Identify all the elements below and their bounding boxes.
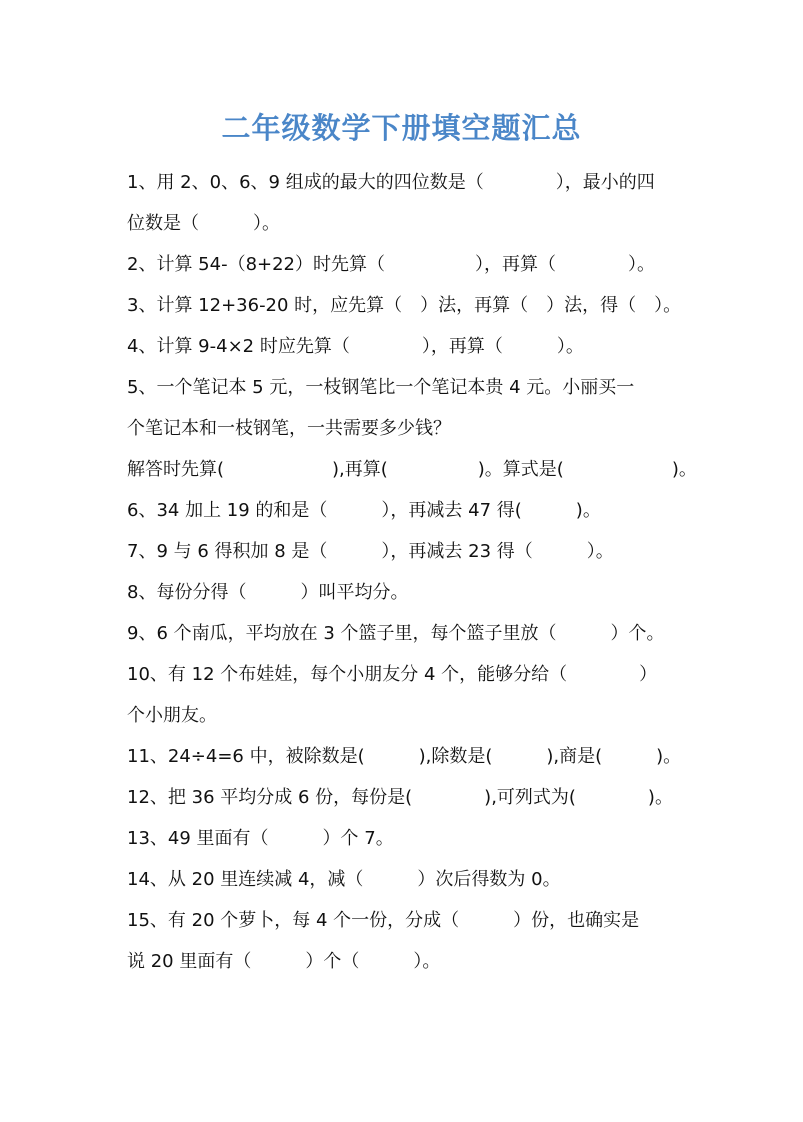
question-line: 位数是（ ）。 bbox=[127, 213, 280, 234]
question-line: 4、计算 9-4×2 时应先算（ ），再算（ ）。 bbox=[127, 336, 584, 357]
question-line: 说 20 里面有（ ）个（ ）。 bbox=[127, 951, 441, 972]
question-line: 9、6 个南瓜，平均放在 3 个篮子里，每个篮子里放（ ）个。 bbox=[127, 623, 665, 644]
page-title: 二年级数学下册填空题汇总 bbox=[221, 111, 582, 145]
question-line: 14、从 20 里连续减 4，减（ ）次后得数为 0。 bbox=[127, 869, 561, 890]
question-line: 10、有 12 个布娃娃，每个小朋友分 4 个，能够分给（ ） bbox=[127, 664, 658, 685]
question-line: 5、一个笔记本 5 元，一枝钢笔比一个笔记本贵 4 元。小丽买一 bbox=[127, 377, 635, 398]
question-line: 解答时先算( ),再算( )。算式是( )。 bbox=[127, 459, 697, 480]
question-line: 8、每份分得（ ）叫平均分。 bbox=[127, 582, 409, 603]
question-line: 个小朋友。 bbox=[127, 705, 217, 726]
question-line: 15、有 20 个萝卜，每 4 个一份，分成（ ）份，也确实是 bbox=[127, 910, 640, 931]
question-line: 3、计算 12+36-20 时，应先算（ ）法，再算（ ）法，得（ ）。 bbox=[127, 295, 682, 316]
question-line: 个笔记本和一枝钢笔，一共需要多少钱？ bbox=[127, 418, 451, 439]
question-line: 6、34 加上 19 的和是（ ），再减去 47 得( )。 bbox=[127, 500, 601, 521]
question-list bbox=[127, 162, 697, 982]
question-line: 2、计算 54-（8+22）时先算（ ），再算（ ）。 bbox=[127, 254, 656, 275]
question-line: 11、24÷4=6 中，被除数是( ),除数是( ),商是( )。 bbox=[127, 746, 682, 767]
question-line: 1、用 2、0、6、9 组成的最大的四位数是（ ），最小的四 bbox=[127, 172, 655, 193]
question-line: 12、把 36 平均分成 6 份，每份是( ),可列式为( )。 bbox=[127, 787, 673, 808]
question-line: 7、9 与 6 得积加 8 是（ ），再减去 23 得（ ）。 bbox=[127, 541, 614, 562]
question-line: 13、49 里面有（ ）个 7。 bbox=[127, 828, 394, 849]
